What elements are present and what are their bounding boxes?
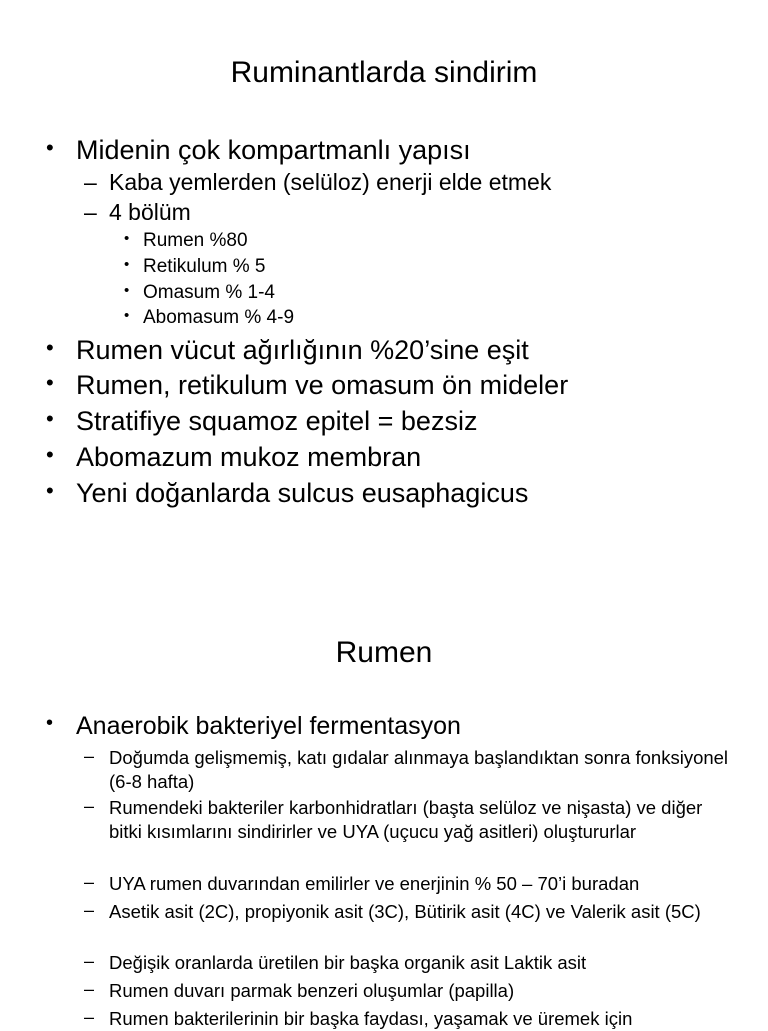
bullet-marker: • xyxy=(124,230,130,247)
sub-text: Rumendeki bakteriler karbonhidratları (başta selüloz ve nişasta) ve diğer bitki kısımlarını sindirirler ve UYA (uçucu yağ asitleri) oluştururlar xyxy=(109,797,703,842)
bullet-marker: • xyxy=(46,478,54,503)
slide2-title: Rumen xyxy=(335,636,433,669)
bullet-marker: • xyxy=(124,307,130,324)
dash-marker: – xyxy=(84,1007,95,1027)
dash-marker: – xyxy=(84,900,95,920)
bullet-text: Rumen, retikulum ve omasum ön mideler xyxy=(76,370,569,400)
bullet-text: Abomazum mukoz membran xyxy=(76,442,422,472)
subsub-text: Retikulum % 5 xyxy=(143,256,266,277)
sub-text: Rumen bakterilerinin bir başka faydası, yaşamak ve üremek için xyxy=(109,1008,633,1029)
dash-marker: – xyxy=(84,746,95,766)
bullet-marker: • xyxy=(124,256,130,273)
dash-marker: – xyxy=(84,979,95,999)
sub-text: Kaba yemlerden (selüloz) enerji elde etmek xyxy=(109,169,552,195)
sub-text: Değişik oranlarda üretilen bir başka organik asit Laktik asit xyxy=(109,952,587,973)
bullet-text: Rumen vücut ağırlığının %20’sine eşit xyxy=(76,335,529,365)
subsub-text: Abomasum % 4-9 xyxy=(143,307,295,328)
bullet-marker: • xyxy=(46,442,54,467)
sub-text: Doğumda gelişmemiş, katı gıdalar alınmaya başlandıktan sonra fonksiyonel (6-8 hafta) xyxy=(109,747,729,792)
bullet-marker: • xyxy=(46,370,54,395)
sub-text: UYA rumen duvarından emilirler ve enerjinin % 50 – 70’i buradan xyxy=(109,873,640,894)
bullet-marker: • xyxy=(46,406,54,431)
bullet-marker: • xyxy=(46,135,54,160)
bullet-marker: • xyxy=(46,335,54,360)
dash-marker: – xyxy=(84,796,95,816)
bullet-text: Stratifiye squamoz epitel = bezsiz xyxy=(76,406,478,436)
subsub-text: Omasum % 1-4 xyxy=(143,282,275,303)
subsub-text: Rumen %80 xyxy=(143,230,248,251)
sub-text: Rumen duvarı parmak benzeri oluşumlar (papilla) xyxy=(109,980,515,1001)
bullet-marker: • xyxy=(124,282,130,299)
sub-text: 4 bölüm xyxy=(109,199,191,225)
bullet-marker: • xyxy=(46,712,54,734)
slide1-title: Ruminantlarda sindirim xyxy=(230,56,538,89)
bullet-text: Midenin çok kompartmanlı yapısı xyxy=(76,135,471,165)
bullet-text: Anaerobik bakteriyel fermentasyon xyxy=(76,712,461,740)
bullet-text: Yeni doğanlarda sulcus eusaphagicus xyxy=(76,478,529,508)
dash-marker: – xyxy=(84,872,95,892)
dash-marker: – xyxy=(84,199,97,225)
dash-marker: – xyxy=(84,951,95,971)
sub-text: Asetik asit (2C), propiyonik asit (3C), Bütirik asit (4C) ve Valerik asit (5C) xyxy=(109,901,701,922)
dash-marker: – xyxy=(84,169,97,195)
